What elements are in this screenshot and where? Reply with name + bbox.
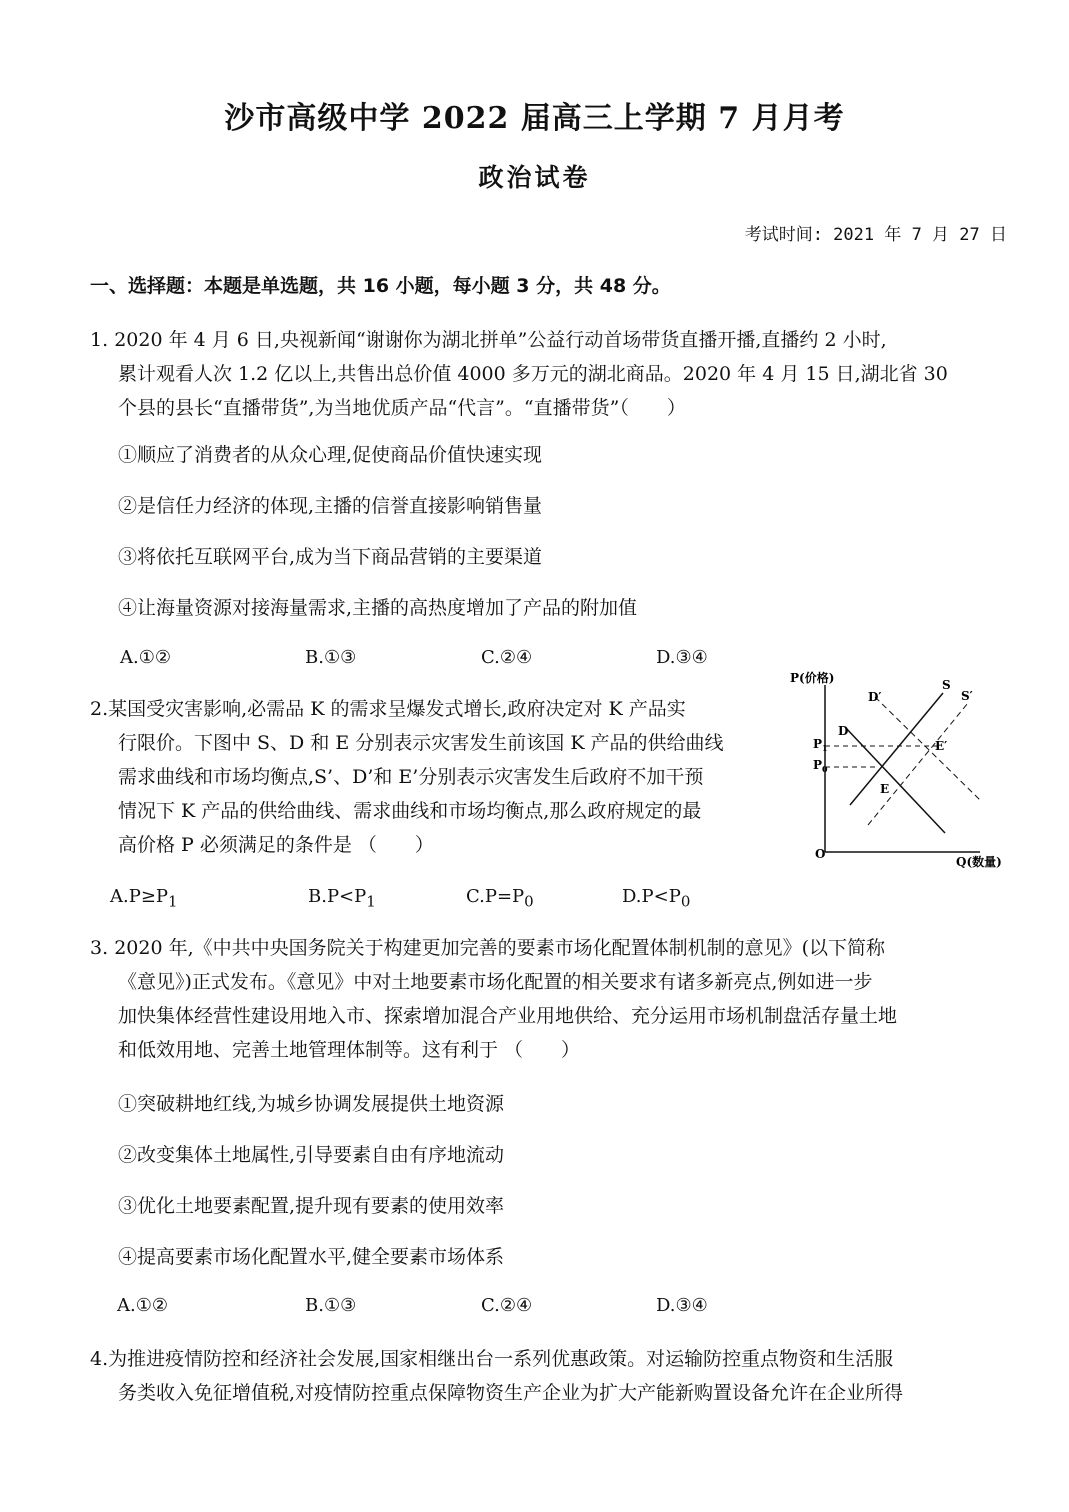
p1-label: $P_1$ [813,737,828,753]
question-2-line-5: 高价格 P 必须满足的条件是 （ ） [118,834,434,856]
question-1-line-1 [90,323,948,357]
choice-label: B.P<P [308,886,367,907]
supply-curve-s [850,693,943,805]
question-number: 4. [90,1348,109,1370]
exam-time: 考试时间: 2021 年 7 月 27 日 [744,225,1007,245]
question-3 [90,931,897,1067]
q1-choice-d: D.③④ [656,647,708,668]
q1-option-4: ④让海量资源对接海量需求,主播的高热度增加了产品的附加值 [118,597,638,619]
choice-label: D.P<P [622,886,681,907]
question-text: 某国受灾害影响,必需品 K 的需求呈爆发式增长,政府决定对 K 产品实 [108,698,686,720]
question-2-line-1 [90,692,790,726]
q3-option-1: ①突破耕地红线,为城乡协调发展提供土地资源 [118,1093,505,1115]
q1-option-3: ③将依托互联网平台,成为当下商品营销的主要渠道 [118,546,543,568]
q3-choice-a: A.①② [117,1295,168,1316]
q1-option-2: ②是信任力经济的体现,主播的信誉直接影响销售量 [118,495,543,517]
q1-option-1: ①顺应了消费者的从众心理,促使商品价值快速实现 [118,444,543,466]
question-number: 1. [90,329,109,351]
q3-choice-d: D.③④ [656,1295,708,1316]
question-2 [90,692,790,862]
question-4 [90,1342,903,1410]
question-4-line-2: 务类收入免征增值税,对疫情防控重点保障物资生产企业为扩大产能新购置设备允许在企业所得 [118,1382,904,1404]
question-number: 3. [90,937,109,959]
question-text: 2020 年,《中共中央国务院关于构建更加完善的要素市场化配置体制机制的意见》(以下简称 [114,937,886,959]
question-1-line-2: 累计观看人次 1.2 亿以上,共售出总价值 4000 多万元的湖北商品。2020 年 4 月 15 日,湖北省 30 [118,363,948,385]
question-3-line-2: 《意见》)正式发布。《意见》中对土地要素市场化配置的相关要求有诸多新亮点,例如进一步 [118,971,873,993]
q3-option-4: ④提高要素市场化配置水平,健全要素市场体系 [118,1246,505,1268]
question-2-line-4: 情况下 K 产品的供给曲线、需求曲线和市场均衡点,那么政府规定的最 [118,800,702,822]
q1-choice-a: A.①② [120,647,171,668]
d-label: D [838,724,849,738]
s-prime-label: S′ [961,689,973,703]
p0-label: $P_0$ [813,758,828,774]
q3-option-3: ③优化土地要素配置,提升现有要素的使用效率 [118,1195,505,1217]
q2-choice-d [622,886,690,911]
origin-label: O [815,847,826,861]
question-2-line-3: 需求曲线和市场均衡点,S’、D’和 E’分别表示灾害发生后政府不加干预 [118,766,704,788]
question-2-line-2: 行限价。下图中 S、D 和 E 分别表示灾害发生前该国 K 产品的供给曲线 [118,732,724,754]
choice-subscript: 1 [366,892,376,911]
question-3-line-4: 和低效用地、完善土地管理体制等。这有利于 （ ） [118,1039,581,1061]
q2-choice-c [466,886,534,911]
q1-choice-c: C.②④ [481,647,533,668]
q2-choice-a [110,886,178,911]
q3-option-2: ②改变集体土地属性,引导要素自由有序地流动 [118,1144,505,1166]
q1-choice-b: B.①③ [305,647,357,668]
choice-subscript: 0 [680,892,691,911]
demand-curve-d [845,727,948,833]
choice-subscript: 1 [168,892,178,911]
d-prime-label: D′ [868,690,882,704]
question-text: 为推进疫情防控和经济社会发展,国家相继出台一系列优惠政策。对运输防控重点物资和生活服 [108,1348,894,1370]
section-heading: 一、选择题：本题是单选题，共 16 小题，每小题 3 分，共 48 分。 [90,275,671,297]
s-label: S [942,678,951,692]
q3-choice-b: B.①③ [305,1295,357,1316]
question-text: 2020 年 4 月 6 日,央视新闻“谢谢你为湖北拼单”公益行动首场带货直播开播,直播约 2 小时, [114,329,887,351]
q3-choice-c: C.②④ [481,1295,533,1316]
e-prime-label: E′ [935,739,948,753]
exam-subtitle: 政治试卷 [478,163,591,192]
choice-label: A.P≥P [110,886,169,907]
e-label: E [880,782,890,796]
question-number: 2. [90,698,109,720]
question-3-line-1 [90,931,897,965]
x-axis-label: Q(数量) [956,855,1002,869]
supply-curve-s-prime [868,703,968,825]
question-1 [90,323,948,425]
exam-title: 沙市高级中学 2022 届高三上学期 7 月月考 [224,101,845,136]
question-3-line-3: 加快集体经营性建设用地入市、探索增加混合产业用地供给、充分运用市场机制盘活存量土地 [118,1005,898,1027]
choice-subscript: 0 [524,892,534,911]
q2-choice-b [308,886,376,911]
y-axis-label: P(价格) [790,671,835,685]
choice-label: C.P=P [466,886,525,907]
supply-demand-graph [780,665,1030,875]
question-4-line-1 [90,1342,903,1376]
question-1-line-3: 个县的县长“直播带货”,为当地优质产品“代言”。“直播带货”（ ） [118,397,686,419]
